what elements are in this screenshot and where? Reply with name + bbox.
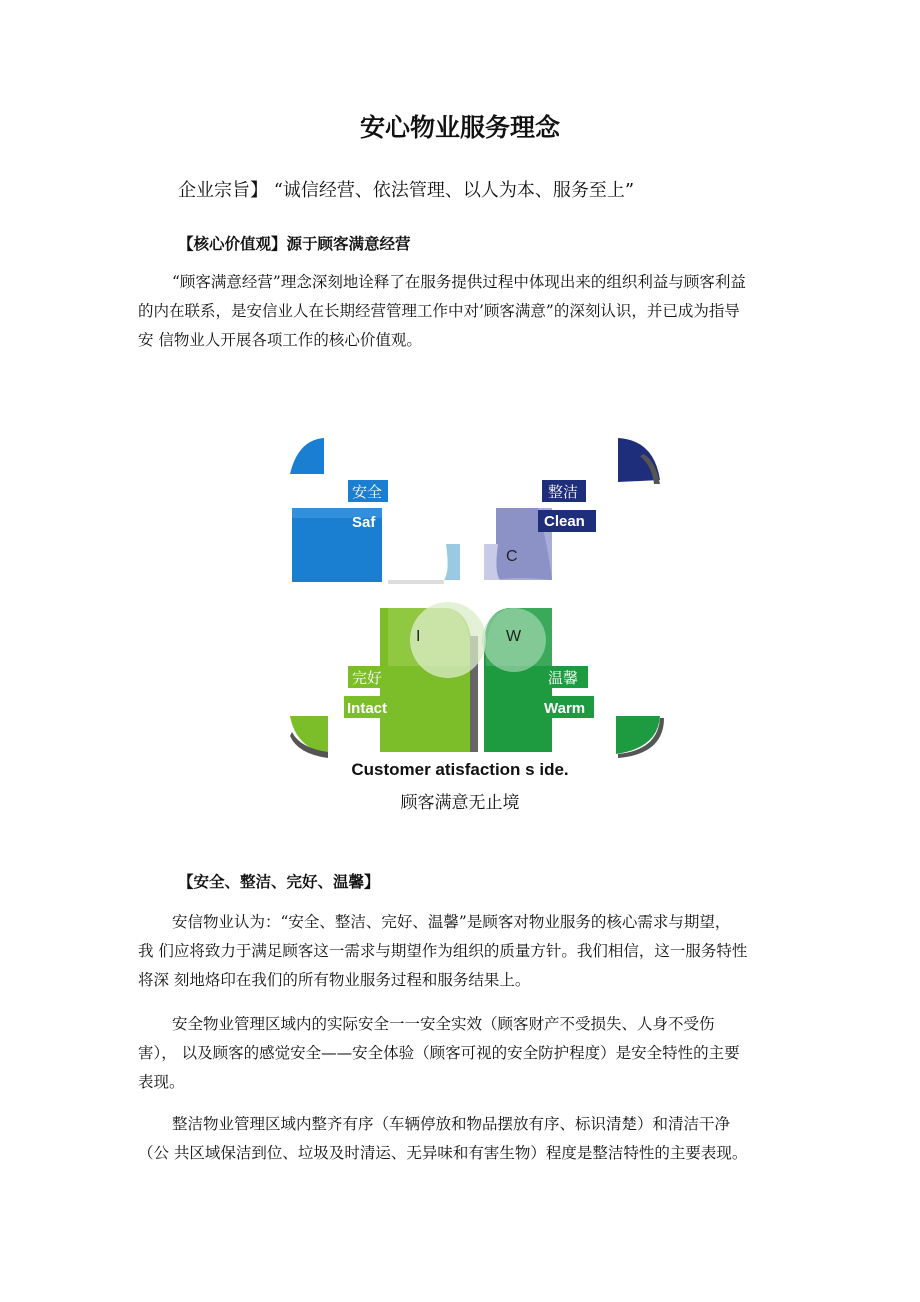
- paragraph-line: 整洁物业管理区域内整齐有序（车辆停放和物品摆放有序、标识清楚）和清洁干净: [172, 1115, 731, 1133]
- label-intact-en: Intact: [347, 700, 388, 717]
- center-arc-left: [444, 544, 460, 580]
- paragraph-line: 的内在联系，是安信业人在长期经营管理工作中对’顾客满意”的深刻认识，并已成为指导: [138, 302, 740, 320]
- features-heading: 【安全、整洁、完好、温馨】: [178, 873, 380, 891]
- paragraph-line: 将深 刻地烙印在我们的所有物业服务过程和服务结果上。: [138, 971, 531, 989]
- paragraph-line: 害）， 以及顾客的感觉安全——安全体验（顾客可视的安全防护程度）是安全特性的主要: [138, 1044, 740, 1062]
- page-title: 安心物业服务理念: [359, 113, 560, 142]
- label-clean-cn: 整洁: [548, 484, 579, 501]
- features-paragraph: [138, 908, 793, 995]
- paragraph-line: （公 共区域保洁到位、垃圾及时清运、无异味和有害生物）程度是整洁特性的主要表现。: [138, 1144, 748, 1162]
- label-warm-en: Warm: [544, 700, 586, 717]
- corner-warm: [616, 716, 660, 754]
- paragraph-line: 表现。: [138, 1073, 185, 1091]
- diagram-caption-en: Customer atisfaction s ide.: [351, 760, 569, 779]
- core-value-heading: 【核心价值观】源于顾客满意经营: [178, 235, 411, 253]
- center-circle: [410, 602, 486, 678]
- paragraph-line: 我 们应将致力于满足顾客这一需求与期望作为组织的质量方针。我们相信，这一服务特性: [138, 942, 748, 960]
- letter-c: C: [506, 548, 518, 565]
- letter-w: W: [506, 628, 522, 645]
- label-warm-cn: 温馨: [548, 670, 579, 687]
- corner-safe: [290, 438, 324, 474]
- diagram-caption-cn: 顾客满意无止境: [400, 793, 520, 813]
- paragraph-line: 安 信物业人开展各项工作的核心价值观。: [138, 331, 422, 349]
- cleanliness-paragraph: [138, 1110, 793, 1168]
- paragraph-line: 安信物业认为：“安全、整洁、完好、温馨”是顾客对物业服务的核心需求与期望，: [172, 913, 731, 931]
- company-motto: 企业宗旨】 “诚信经营、依法管理、以人为本、服务至上”: [178, 180, 635, 201]
- paragraph-line: 安全物业管理区域内的实际安全一一安全实效（顾客财产不受损失、人身不受伤: [172, 1015, 715, 1033]
- label-intact-cn: 完好: [352, 670, 383, 687]
- service-quadrant-diagram: [288, 436, 666, 816]
- core-value-paragraph: [138, 268, 793, 355]
- label-clean-en: Clean: [544, 513, 585, 530]
- safety-paragraph: [138, 1010, 793, 1097]
- label-safe-cn: 安全: [352, 484, 383, 501]
- letter-i: I: [416, 628, 421, 645]
- paragraph-line: “顾客满意经营”理念深刻地诠释了在服务提供过程中体现出来的组织利益与顾客利益: [172, 273, 746, 291]
- label-safe-en: Saf: [352, 514, 376, 531]
